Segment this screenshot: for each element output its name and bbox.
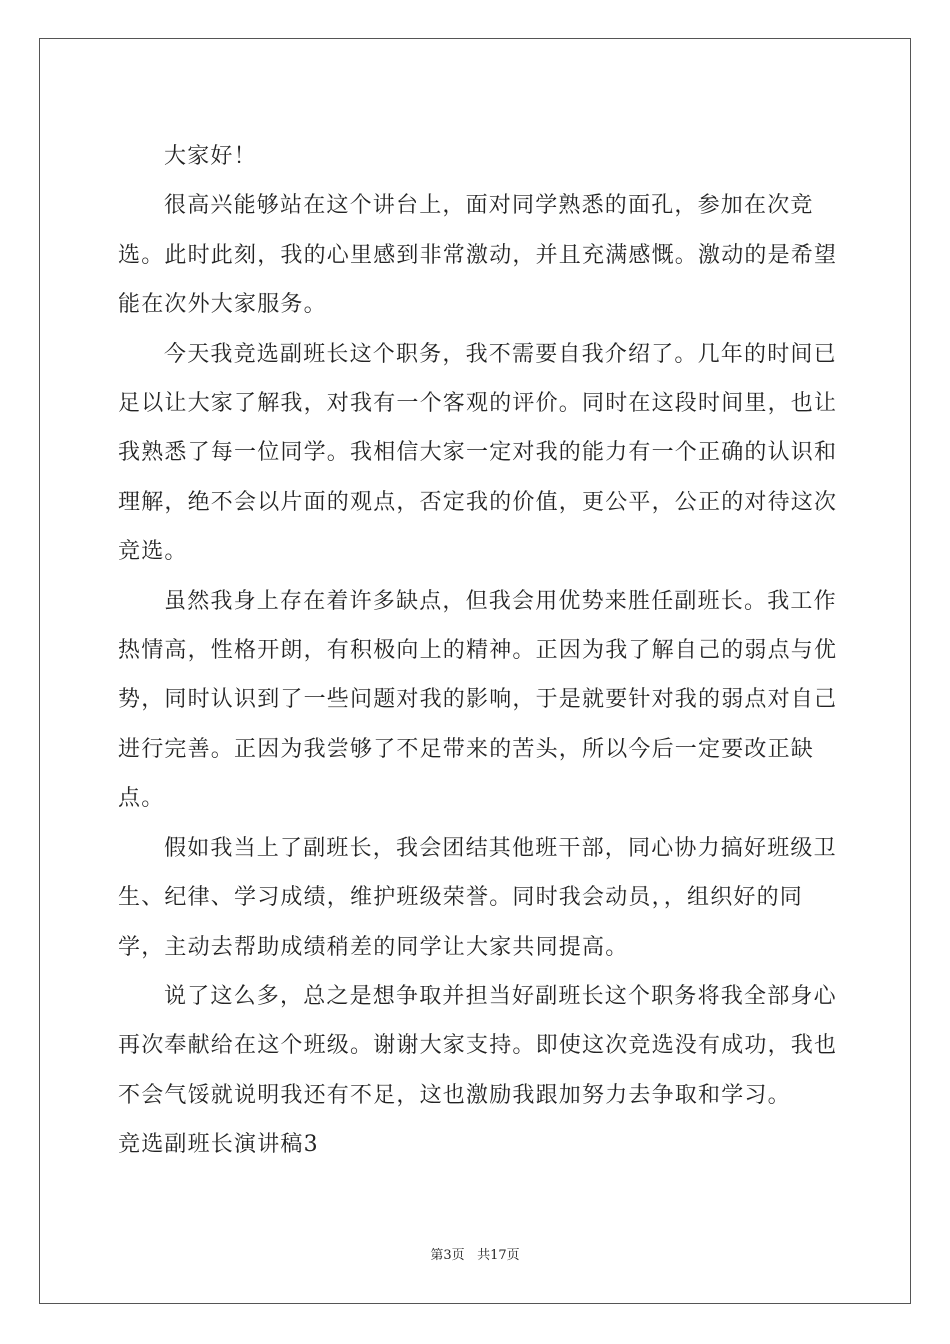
body-paragraph: 很高兴能够站在这个讲台上，面对同学熟悉的面孔，参加在次竞选。此时此刻，我的心里感到非常激动，并且充满感慨。激动的是希望能在次外大家服务。: [118, 193, 838, 318]
body-paragraph: 虽然我身上存在着许多缺点，但我会用优势来胜任副班长。我工作热情高，性格开朗，有积极向上的精神。正因为我了解自己的弱点与优势，同时认识到了一些问题对我的影响，于是就要针对我的弱点对自己进行完善。正因为我尝够了不足带来的苦头，所以今后一定要改正缺点。: [118, 588, 838, 812]
page-number: 第3页: [430, 1248, 465, 1263]
document-body: [118, 132, 838, 1170]
body-paragraph: 今天我竞选副班长这个职务，我不需要自我介绍了。几年的时间已足以让大家了解我，对我有一个客观的评价。同时在这段时间里，也让我熟悉了每一位同学。我相信大家一定对我的能力有一个正确的认识和理解，绝不会以片面的观点，否定我的价值，更公平，公正的对待这次竞选。: [118, 341, 838, 565]
body-paragraph: 说了这么多，总之是想争取并担当好副班长这个职务将我全部身心再次奉献给在这个班级。谢谢大家支持。即使这次竞选没有成功，我也不会气馁就说明我还有不足，这也激励我跟加努力去争取和学习。: [118, 983, 838, 1108]
greeting-paragraph: 大家好！: [164, 144, 257, 169]
page-total: 共17页: [477, 1248, 520, 1263]
body-paragraph: 假如我当上了副班长，我会团结其他班干部，同心协力搞好班级卫生、纪律、学习成绩，维护班级荣誉。同时我会动员，，组织好的同学，主动去帮助成绩稍差的同学让大家共同提高。: [118, 835, 837, 960]
page-footer: [0, 1244, 950, 1263]
section-heading: 竞选副班长演讲稿3: [118, 1132, 319, 1158]
